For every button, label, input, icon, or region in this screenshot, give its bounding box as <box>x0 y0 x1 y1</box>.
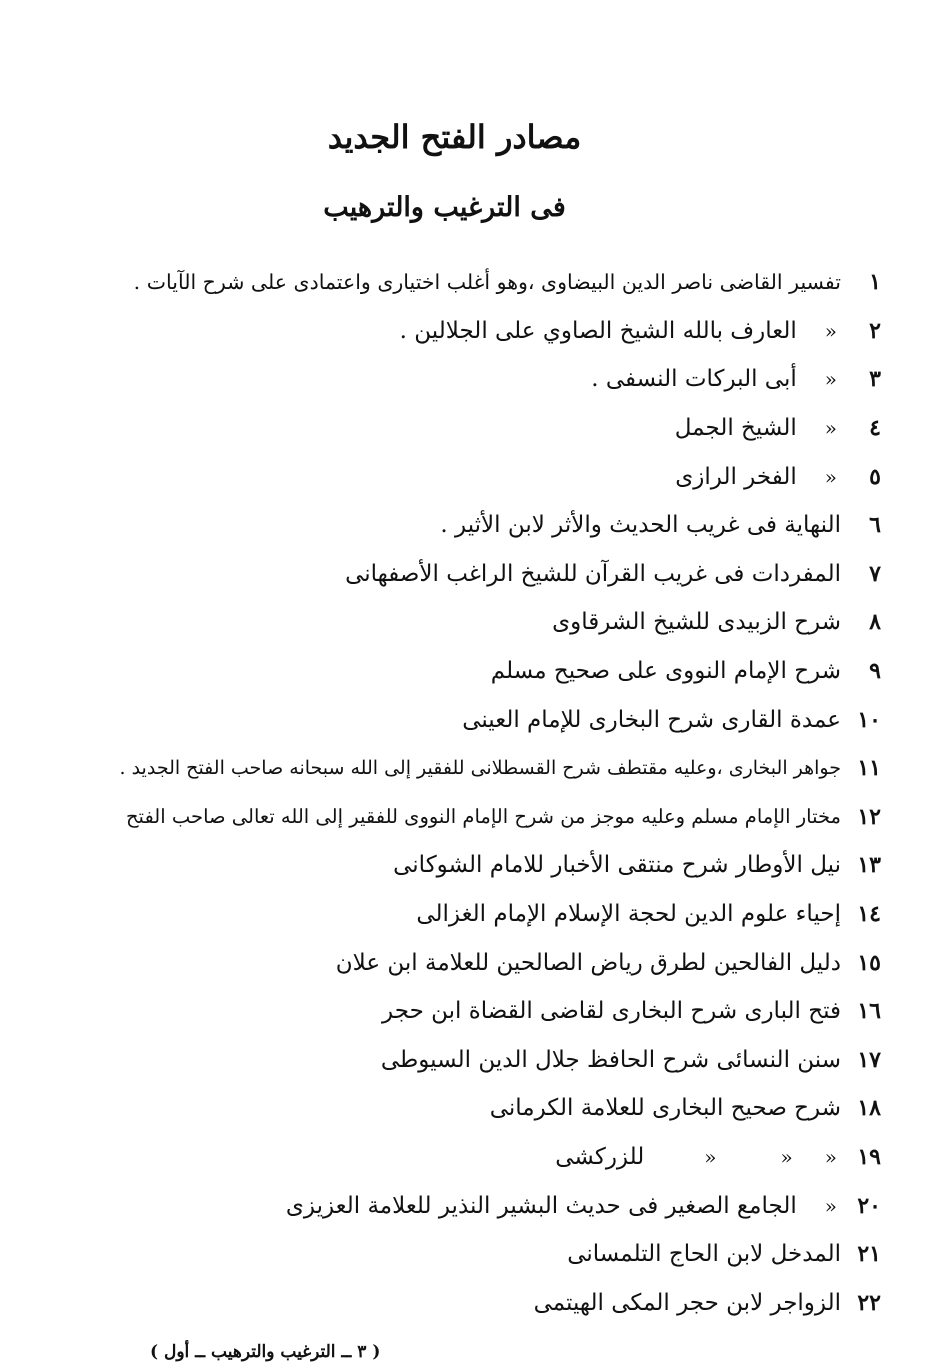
list-item <box>120 744 881 793</box>
item-text: الزواجر لابن حجر المكى الهيتمى <box>533 1289 841 1316</box>
item-number: ١٩ <box>857 1143 881 1170</box>
list-item <box>120 793 881 842</box>
list-item <box>120 550 881 599</box>
item-text: للزركشى <box>555 1143 645 1170</box>
page-footer: ( ٣ ــ الترغيب والترهيب ــ أول ) <box>150 1342 381 1362</box>
item-number: ٢١ <box>857 1241 881 1268</box>
item-text: المدخل لابن الحاج التلمسانى <box>567 1241 841 1268</box>
item-number: ١ <box>869 269 881 296</box>
item-text: العارف بالله الشيخ الصاوي على الجلالين . <box>399 317 797 344</box>
item-number: ٢٠ <box>857 1192 881 1219</box>
item-number: ١٢ <box>857 803 881 830</box>
page-title: مصادر الفتح الجديد <box>327 118 582 156</box>
ditto-mark: « <box>824 1144 837 1169</box>
list-item <box>120 938 881 987</box>
list-item <box>120 647 881 696</box>
ditto-mark: « <box>824 367 837 392</box>
ditto-mark: « <box>704 1144 717 1169</box>
item-number: ٦ <box>869 512 881 539</box>
item-text: إحياء علوم الدين لحجة الإسلام الإمام الغزالى <box>416 901 841 928</box>
item-number: ٣ <box>869 366 881 393</box>
item-number: ٤ <box>869 415 881 442</box>
list-item <box>120 841 881 890</box>
list-item <box>120 404 881 453</box>
item-text: مختار الإمام مسلم وعليه موجز من شرح الإمام النووى للفقير إلى الله تعالى صاحب الفتح <box>125 805 841 829</box>
item-text: نيل الأوطار شرح منتقى الأخبار للامام الشوكانى <box>393 852 841 879</box>
item-text: أبى البركات النسفى . <box>591 366 797 393</box>
list-item <box>120 1084 881 1133</box>
page-subtitle: فى الترغيب والترهيب <box>323 192 566 223</box>
ditto-mark: « <box>824 318 837 343</box>
list-item <box>120 258 881 307</box>
item-number: ١٧ <box>857 1046 881 1073</box>
item-number: ١٠ <box>857 706 881 733</box>
list-item <box>120 598 881 647</box>
list-item <box>120 355 881 404</box>
item-text: شرح صحيح البخارى للعلامة الكرمانى <box>489 1095 841 1122</box>
ditto-mark: « <box>824 464 837 489</box>
item-text: عمدة القارى شرح البخارى للإمام العينى <box>462 706 841 733</box>
item-text: الفخر الرازى <box>675 463 797 490</box>
list-item <box>120 1278 881 1327</box>
item-text: شرح الإمام النووى على صحيح مسلم <box>490 658 841 685</box>
list-item <box>120 987 881 1036</box>
list-item <box>120 1036 881 1085</box>
item-number: ١٦ <box>857 998 881 1025</box>
list-item <box>120 1133 881 1182</box>
list-item <box>120 890 881 939</box>
item-text: فتح البارى شرح البخارى لقاضى القضاة ابن حجر <box>382 998 841 1025</box>
item-text: شرح الزبيدى للشيخ الشرقاوى <box>552 609 841 636</box>
list-item <box>120 1230 881 1279</box>
list-item <box>120 695 881 744</box>
item-number: ١٤ <box>857 901 881 928</box>
ditto-mark: « <box>824 416 837 441</box>
item-number: ٢ <box>869 317 881 344</box>
item-number: ٨ <box>869 609 881 636</box>
item-text: جواهر البخارى ،وعليه مقتطف شرح القسطلانى للفقير إلى الله سبحانه صاحب الفتح الجديد . <box>119 757 841 780</box>
item-number: ٩ <box>869 658 881 685</box>
item-number: ١٥ <box>857 949 881 976</box>
list-item <box>120 307 881 356</box>
item-number: ١١ <box>857 755 881 782</box>
sources-list <box>120 258 881 1327</box>
list-item <box>120 1181 881 1230</box>
item-number: ٧ <box>869 560 881 587</box>
item-number: ٥ <box>869 463 881 490</box>
item-text: النهاية فى غريب الحديث والأثر لابن الأثير . <box>440 512 841 539</box>
item-text: المفردات فى غريب القرآن للشيخ الراغب الأصفهانى <box>345 560 841 587</box>
ditto-mark: « <box>824 1193 837 1218</box>
item-text: سنن النسائى شرح الحافظ جلال الدين السيوطى <box>380 1046 841 1073</box>
list-item <box>120 501 881 550</box>
item-number: ٢٢ <box>857 1289 881 1316</box>
item-text: تفسير القاضى ناصر الدين البيضاوى ،وهو أغلب اختيارى واعتمادى على شرح الآيات . <box>133 270 841 295</box>
item-text: الشيخ الجمل <box>674 415 797 442</box>
ditto-mark: « <box>780 1144 793 1169</box>
item-text: الجامع الصغير فى حديث البشير النذير للعلامة العزيزى <box>285 1192 797 1219</box>
list-item <box>120 452 881 501</box>
item-number: ١٨ <box>857 1095 881 1122</box>
item-number: ١٣ <box>857 852 881 879</box>
item-text: دليل الفالحين لطرق رياض الصالحين للعلامة ابن علان <box>335 949 841 976</box>
